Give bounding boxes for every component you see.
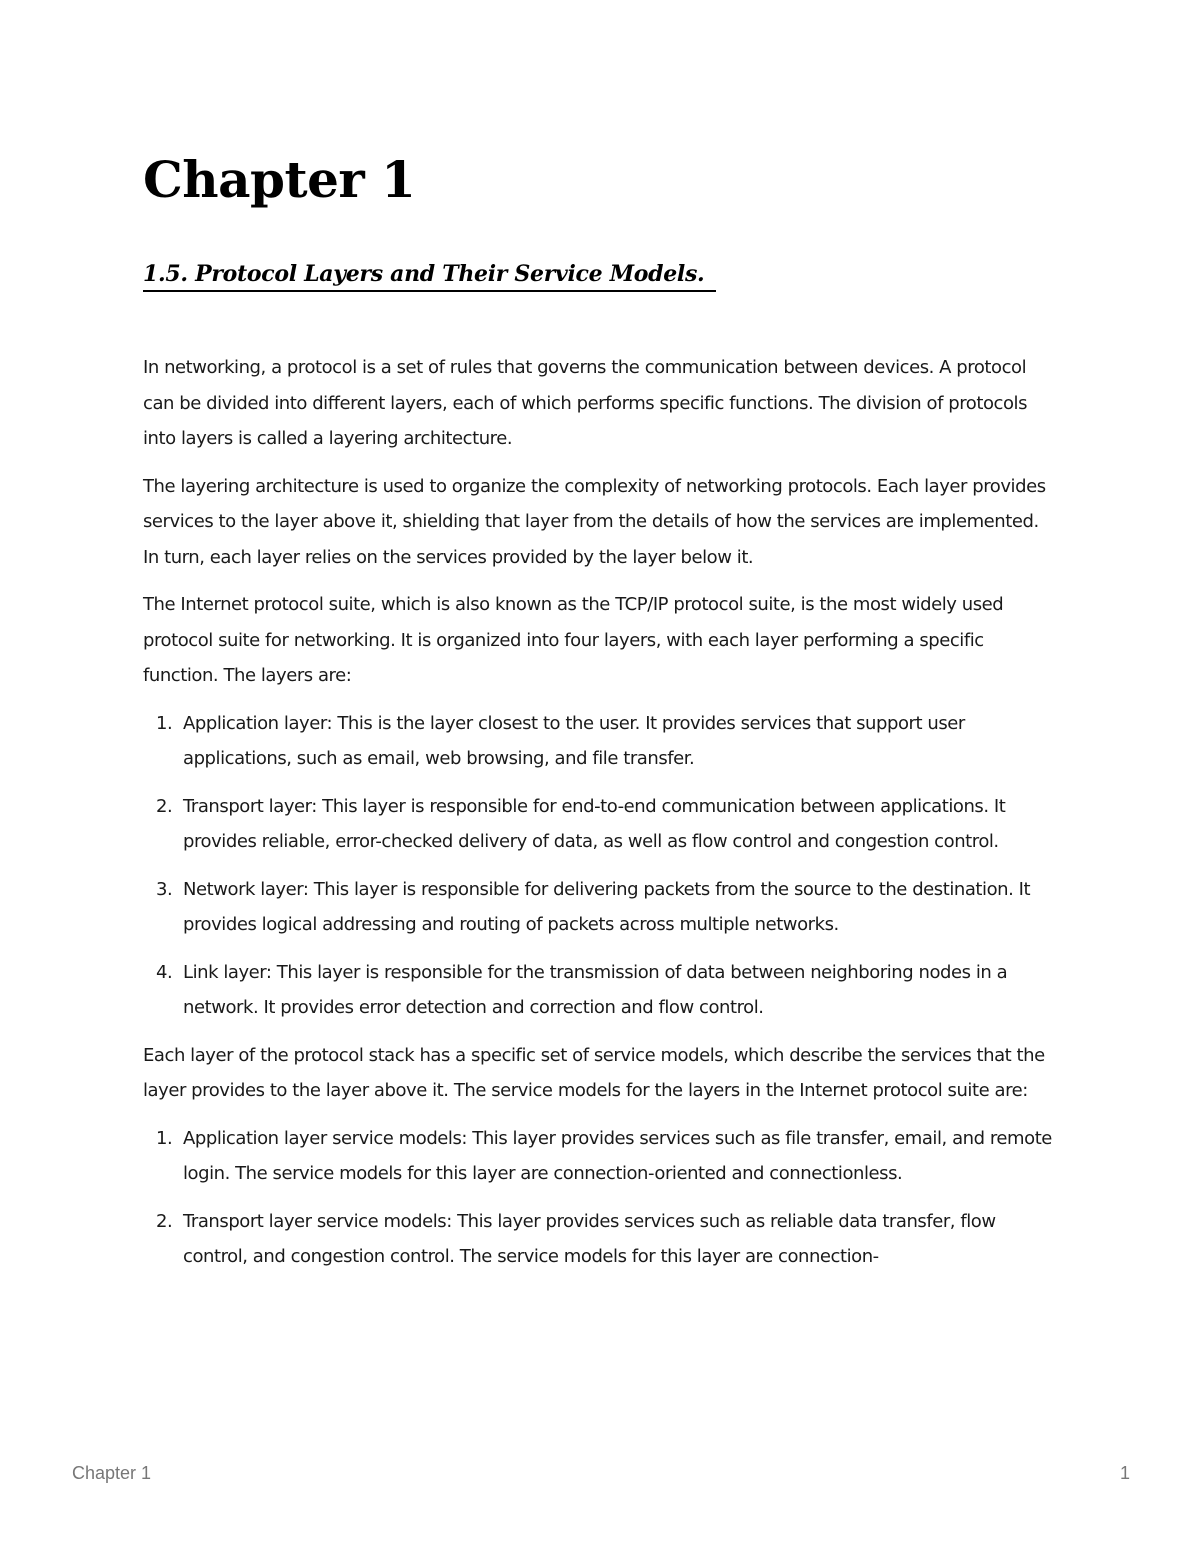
footer-page-number: 1 <box>1120 1463 1131 1483</box>
list-item-number: 2. <box>156 1210 173 1232</box>
paragraph-intro: In networking, a protocol is a set of rules that governs the communication between devices. A protocol can be divided into different layers, each of which performs specific functions. The division of protocols into layers is called a layering architecture. <box>143 357 1028 449</box>
chapter-title: Chapter 1 <box>143 150 416 209</box>
section-heading: 1.5. Protocol Layers and Their Service Models. <box>143 258 716 292</box>
layers-list <box>143 706 1058 1026</box>
list-item <box>143 1121 1058 1192</box>
footer-chapter-label: Chapter 1 <box>72 1463 152 1483</box>
list-item-number: 4. <box>156 961 173 983</box>
list-item <box>143 706 1058 777</box>
paragraph-tcpip: The Internet protocol suite, which is also known as the TCP/IP protocol suite, is the most widely used protocol suite for networking. It is organized into four layers, with each layer performing a specific function. The layers are: <box>143 594 1004 686</box>
list-item-number: 1. <box>156 1127 173 1149</box>
list-item-text: Application layer: This is the layer closest to the user. It provides services that support user applications, such as email, web browsing, and file transfer. <box>183 712 965 769</box>
list-item <box>143 1204 1058 1275</box>
list-item <box>143 789 1058 860</box>
list-item <box>143 872 1058 943</box>
paragraph-service-models: Each layer of the protocol stack has a specific set of service models, which describe the services that the layer provides to the layer above it. The service models for the layers in the Internet protocol suite are: <box>143 1044 1045 1101</box>
list-item-text: Transport layer service models: This layer provides services such as reliable data transfer, flow control, and congestion control. The service models for this layer are connection- <box>183 1210 996 1267</box>
paragraph-layering: The layering architecture is used to organize the complexity of networking protocols. Each layer provides services to the layer above it, shielding that layer from the details of how the services are implemented. In turn, each layer relies on the services provided by the layer below it. <box>143 475 1046 568</box>
service-models-list <box>143 1121 1058 1275</box>
list-item-text: Link layer: This layer is responsible for the transmission of data between neighboring nodes in a network. It provides error detection and correction and flow control. <box>183 961 1008 1018</box>
list-item-text: Transport layer: This layer is responsible for end-to-end communication between applications. It provides reliable, error-checked delivery of data, as well as flow control and congestion control. <box>183 795 1006 852</box>
list-item-text: Network layer: This layer is responsible for delivering packets from the source to the destination. It provides logical addressing and routing of packets across multiple networks. <box>183 878 1031 935</box>
list-item-text: Application layer service models: This layer provides services such as file transfer, email, and remote login. The service models for this layer are connection-oriented and connectionless. <box>183 1127 1052 1184</box>
list-item-number: 2. <box>156 795 173 817</box>
list-item-number: 1. <box>156 712 173 734</box>
document-body <box>143 350 1058 1287</box>
list-item-number: 3. <box>156 878 173 900</box>
list-item <box>143 955 1058 1026</box>
